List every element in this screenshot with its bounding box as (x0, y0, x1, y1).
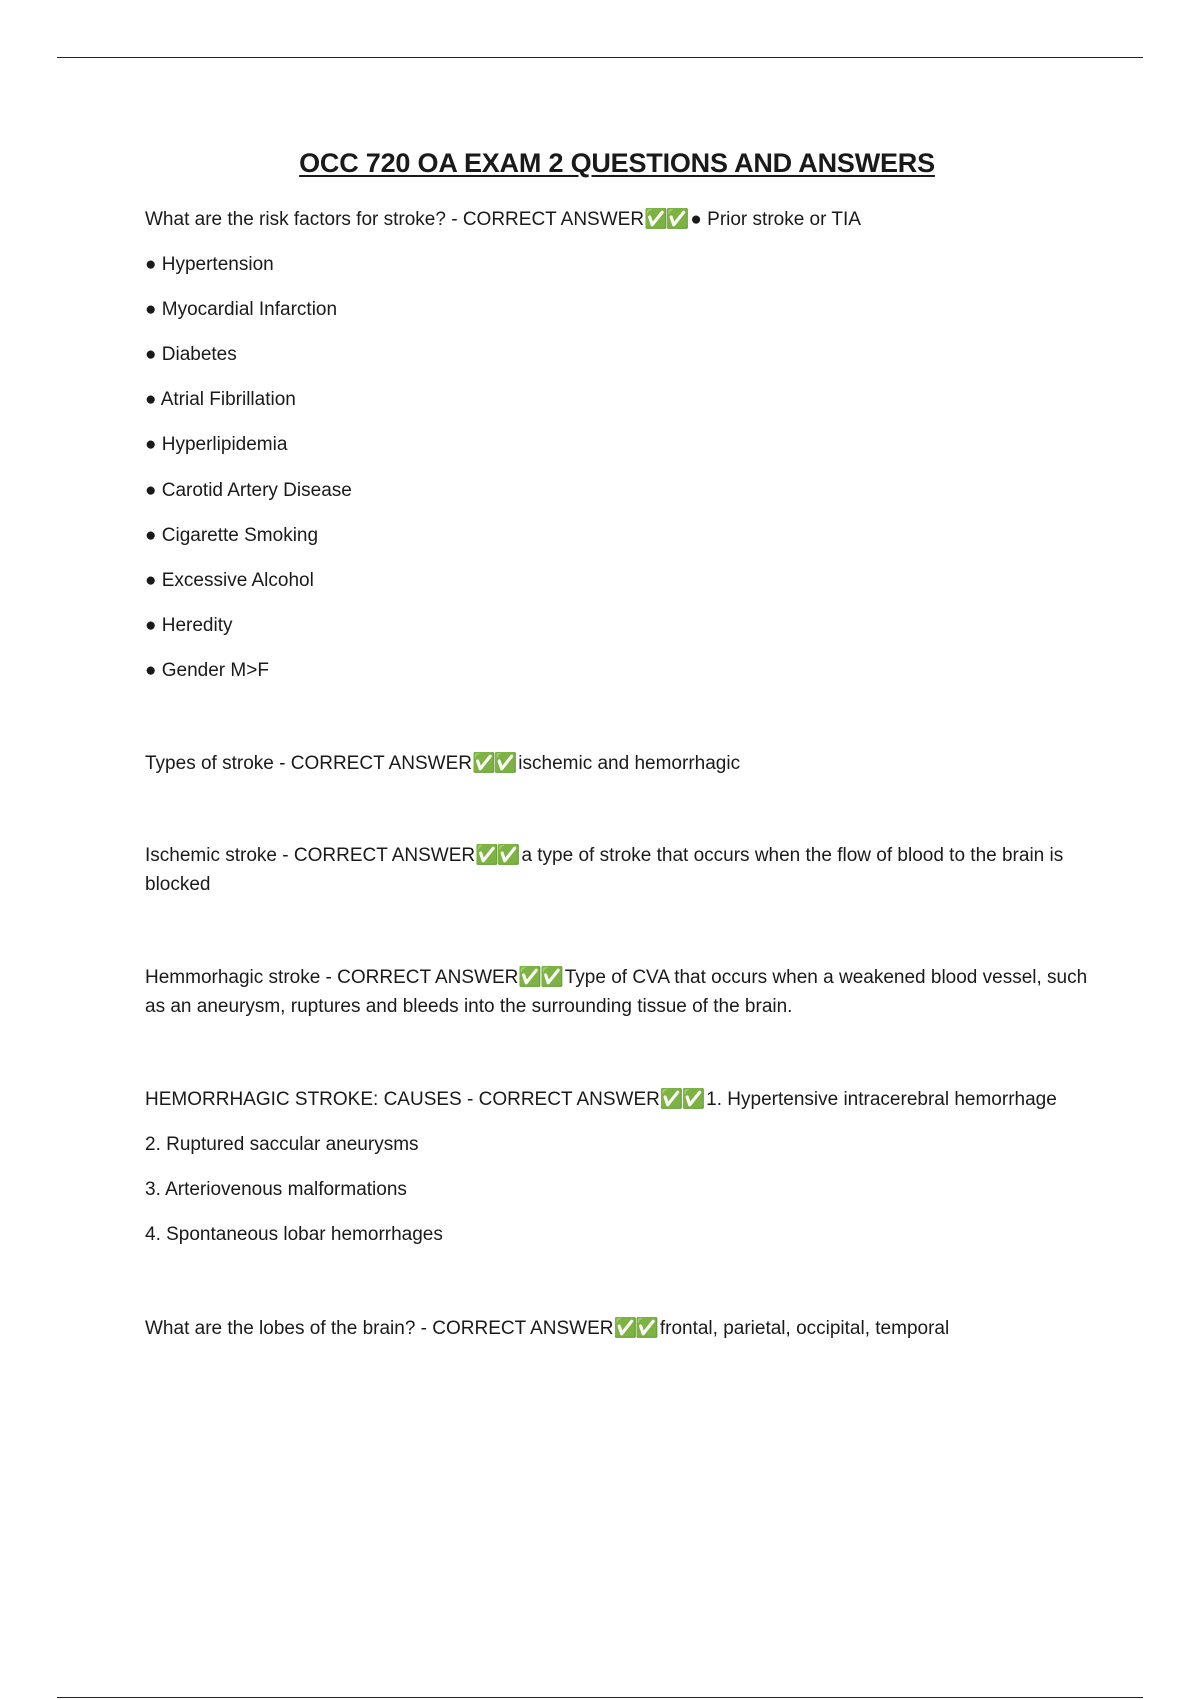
spacer (145, 795, 1105, 842)
answer-text: Type of CVA that occurs when a weakened blood vessel, such as an aneurysm, ruptures and bleeds into the surrounding tissue of the brain. (145, 967, 1088, 1017)
question-text: What are the lobes of the brain? - (145, 1317, 433, 1339)
list-item: 4. Spontaneous lobar hemorrhages (145, 1224, 443, 1246)
qa-types-of-stroke (145, 750, 1105, 779)
list-item: ● Carotid Artery Disease (145, 479, 352, 501)
question-text: Types of stroke - (145, 753, 291, 775)
spacer (145, 899, 1105, 964)
answer-text: ● Prior stroke or TIA (690, 209, 861, 230)
checkmark-icon: ✅✅ (518, 967, 562, 989)
top-divider (57, 57, 1143, 58)
answer-marker: CORRECT ANSWER (293, 845, 476, 867)
list-item: 2. Ruptured saccular aneurysms (145, 1134, 419, 1156)
qa-ischemic-stroke (145, 842, 1105, 899)
answer-text: ischemic and hemorrhagic (518, 753, 741, 775)
list-item: 3. Arteriovenous malformations (145, 1179, 407, 1201)
answer-marker: CORRECT ANSWER (337, 967, 519, 989)
list-item: ● Myocardial Infarction (145, 299, 338, 321)
qa-hemorrhagic-causes (145, 1086, 1105, 1115)
list-item: ● Hyperlipidemia (145, 434, 288, 456)
checkmark-icon: ✅✅ (475, 845, 519, 867)
qa-hemorrhagic-stroke (145, 964, 1105, 1021)
list-item: ● Cigarette Smoking (145, 524, 319, 546)
checkmark-icon: ✅✅ (613, 1317, 657, 1339)
bottom-divider (57, 1697, 1143, 1698)
list-item: ● Diabetes (145, 344, 237, 366)
list-item: ● Gender M>F (145, 659, 269, 681)
spacer (145, 1267, 1105, 1315)
checkmark-icon: ✅✅ (659, 1089, 704, 1111)
question-text: Hemmorhagic stroke - (145, 967, 338, 989)
list-item: ● Atrial Fibrillation (145, 389, 296, 411)
qa-brain-lobes (145, 1315, 1105, 1344)
answer-text: frontal, parietal, occipital, temporal (659, 1317, 950, 1339)
question-text: HEMORRHAGIC STROKE: CAUSES - (145, 1089, 479, 1111)
checkmark-icon: ✅✅ (644, 209, 688, 230)
answer-marker: CORRECT ANSWER (290, 753, 472, 775)
checkmark-icon: ✅✅ (471, 753, 516, 775)
answer-text: a type of stroke that occurs when the flow of blood to the brain is blocked (145, 845, 1064, 895)
answer-marker: CORRECT ANSWER (478, 1089, 660, 1111)
list-item: ● Hypertension (145, 254, 274, 276)
qa-risk-factors-question (145, 206, 1105, 235)
spacer (145, 1021, 1105, 1086)
page-title: OCC 720 OA EXAM 2 QUESTIONS AND ANSWERS (299, 148, 935, 178)
list-item: ● Excessive Alcohol (145, 569, 314, 591)
answer-marker: CORRECT ANSWER (462, 209, 645, 230)
list-item: ● Heredity (145, 614, 233, 636)
spacer (145, 702, 1105, 750)
answer-text: 1. Hypertensive intracerebral hemorrhage (706, 1089, 1057, 1111)
question-text: Ischemic stroke - (145, 845, 294, 867)
answer-marker: CORRECT ANSWER (432, 1317, 614, 1339)
question-text: What are the risk factors for stroke? - (145, 209, 463, 230)
document-body (145, 206, 1105, 1360)
